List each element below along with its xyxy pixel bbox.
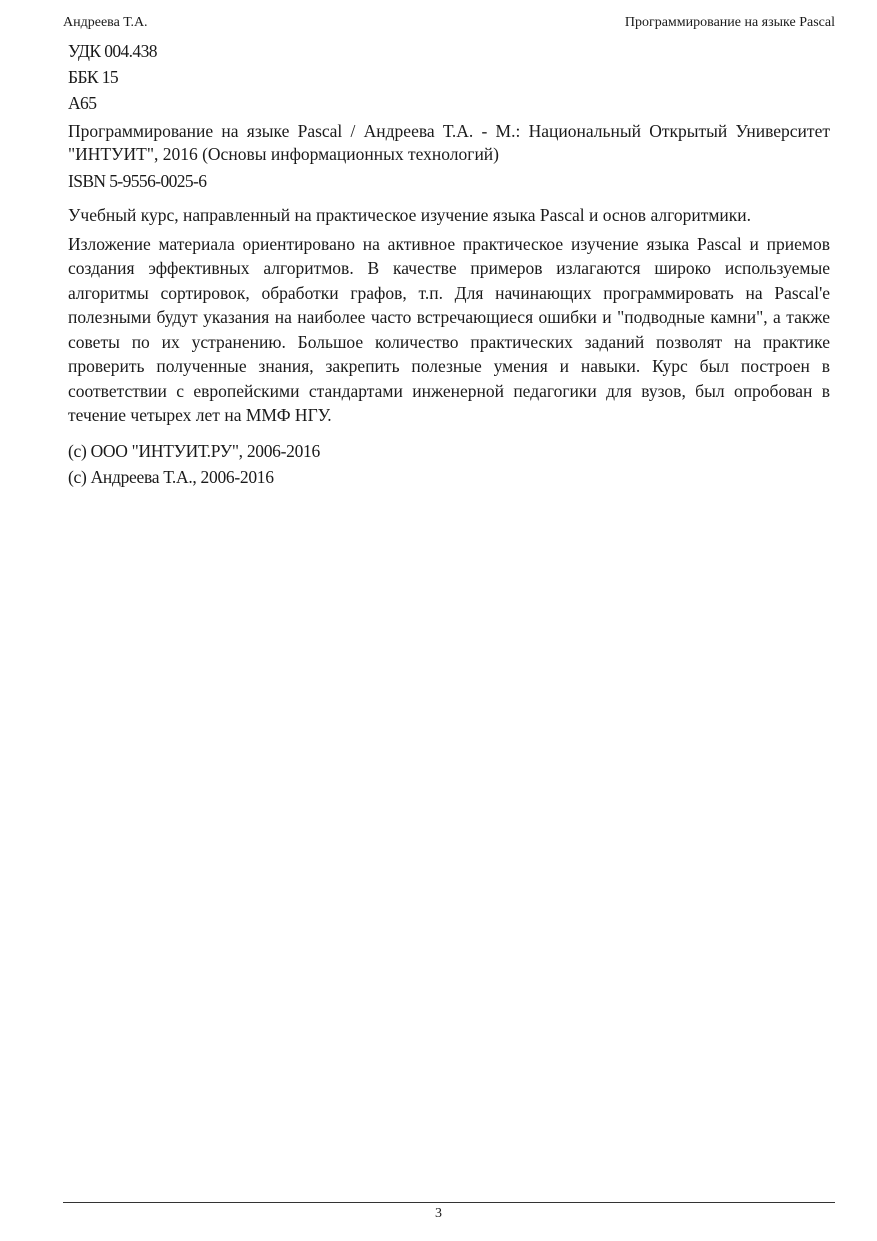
page-number: 3: [435, 1206, 442, 1221]
udk-code: УДК 004.438: [68, 41, 157, 61]
copyright-line: (c) Андреева Т.А., 2006-2016: [68, 466, 274, 487]
abstract-paragraph: Изложение материала ориентировано на активное практическое изучение языка Pascal и приемов создания эффективных алгоритмов. В качестве примеров излагаются широко используемые алгоритмы сортировок, обработки графов, т.п. Для начинающих программировать на Pascal'e полезными будут указания на наиболее часто встречающиеся ошибки и "подводные камни", а также советы по их устранению. Большое количество практических заданий позволят на практике проверить полученные знания, закрепить полезные умения и навыки. Курс был построен в соответствии с европейскими стандартами инженерной педагогики для вузов, был опробован в течение четырех лет на ММФ НГУ.: [68, 233, 830, 425]
abstract-paragraph: Учебный курс, направленный на практическое изучение языка Pascal и основ алгоритмики.: [68, 205, 752, 225]
header-author: Андреева Т.А.: [63, 15, 148, 30]
isbn: ISBN 5-9556-0025-6: [68, 171, 207, 191]
bibliographic-citation: Программирование на языке Pascal / Андреева Т.А. - М.: Национальный Открытый Университет "ИНТУИТ", 2016 (Основы информационных технологий): [68, 121, 830, 164]
author-sign: А65: [68, 93, 97, 113]
running-header: [63, 15, 835, 31]
copyright-line: (c) ООО "ИНТУИТ.РУ", 2006-2016: [68, 440, 320, 461]
page-content: [68, 38, 830, 490]
header-title: Программирование на языке Pascal: [624, 15, 835, 30]
footer-divider: [63, 1202, 835, 1203]
bbk-code: ББК 15: [68, 67, 119, 87]
